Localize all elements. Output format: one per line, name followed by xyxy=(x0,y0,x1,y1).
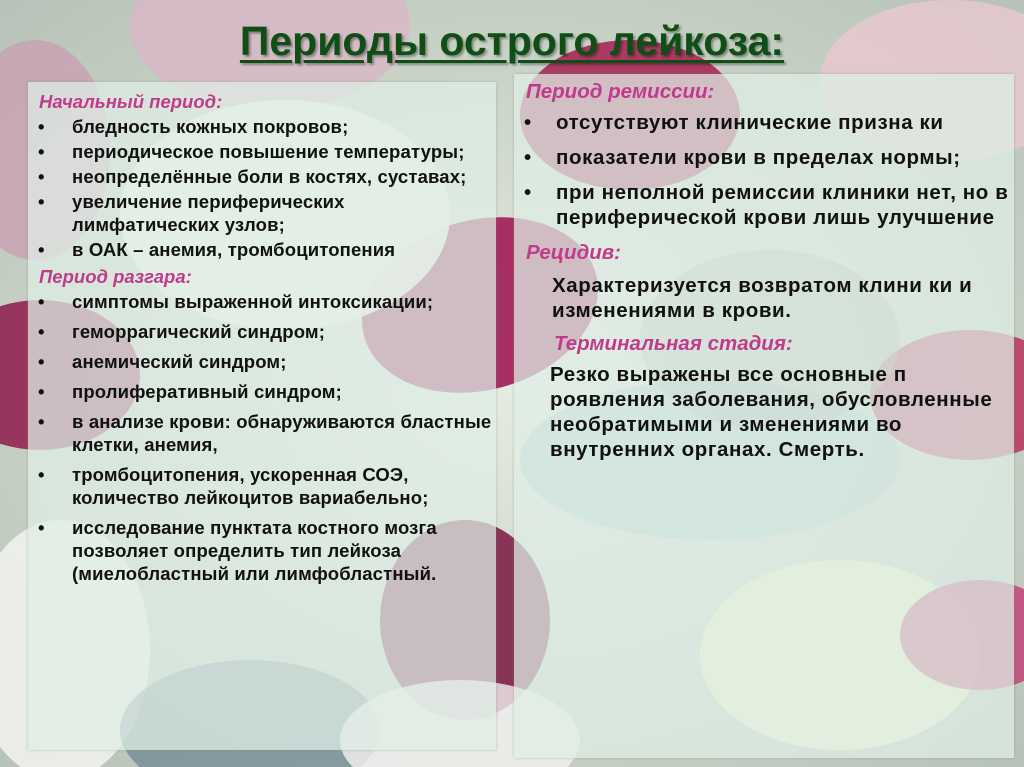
bullet: • xyxy=(524,146,532,169)
initial-period-heading: Начальный период: xyxy=(39,91,223,112)
list-item xyxy=(34,380,492,403)
bullet: • xyxy=(524,181,532,204)
right-column xyxy=(520,79,1014,462)
bullet: • xyxy=(38,381,45,402)
bullet: • xyxy=(38,116,45,137)
list-item-text: пролиферативный синдром; xyxy=(72,381,342,402)
bullet: • xyxy=(38,239,45,260)
remission-heading: Период ремиссии: xyxy=(526,80,715,103)
list-item xyxy=(34,190,492,236)
bullet: • xyxy=(38,517,45,538)
list-item xyxy=(520,180,1014,230)
list-item-text: в ОАК – анемия, тромбоцитопения xyxy=(72,239,396,260)
list-item xyxy=(34,290,492,313)
relapse-heading: Рецидив: xyxy=(526,241,621,264)
list-item-text: анемический синдром; xyxy=(72,351,287,372)
relapse-text: Характеризуется возвратом клини ки и изменениями в крови. xyxy=(552,274,973,322)
list-item xyxy=(34,516,492,585)
slide-title: Периоды острого лейкоза: xyxy=(239,18,785,64)
bullet: • xyxy=(38,351,45,372)
list-item xyxy=(34,320,492,343)
list-item xyxy=(520,145,1014,170)
list-item-text: при неполной ремиссии клиники нет, но в периферической крови лишь улучшение xyxy=(556,181,1009,229)
list-item-text: отсутствуют клинические призна ки xyxy=(556,111,944,134)
list-item-text: неопределённые боли в костях, суставах; xyxy=(72,166,467,187)
list-item xyxy=(34,115,492,138)
bullet: • xyxy=(38,166,45,187)
terminal-stage-text: Резко выражены все основные п роявления заболевания, обусловленные необратимыми и зменениями во внутренних органах. Смерть. xyxy=(550,363,993,461)
bullet: • xyxy=(38,141,45,162)
peak-period-heading: Период разгара: xyxy=(39,266,192,287)
list-item xyxy=(34,238,492,261)
list-item-text: в анализе крови: обнаруживаются бластные клетки, анемия, xyxy=(72,411,492,455)
list-item-text: бледность кожных покровов; xyxy=(72,116,349,137)
list-item xyxy=(34,410,492,456)
left-column xyxy=(34,90,492,585)
list-item-text: периодическое повышение температуры; xyxy=(72,141,465,162)
list-item xyxy=(520,110,1014,135)
bullet: • xyxy=(38,464,45,485)
bullet: • xyxy=(524,111,532,134)
list-item-text: показатели крови в пределах нормы; xyxy=(556,146,961,169)
list-item-text: тромбоцитопения, ускоренная СОЭ, количество лейкоцитов вариабельно; xyxy=(72,464,429,508)
bullet: • xyxy=(38,291,45,312)
list-item-text: исследование пунктата костного мозга позволяет определить тип лейкоза (миелобластный или лимфобластный. xyxy=(72,517,437,584)
terminal-stage-heading: Терминальная стадия: xyxy=(554,332,793,355)
list-item-text: геморрагический синдром; xyxy=(72,321,326,342)
list-item xyxy=(34,350,492,373)
bullet: • xyxy=(38,321,45,342)
list-item xyxy=(34,463,492,509)
list-item xyxy=(34,165,492,188)
list-item-text: симптомы выраженной интоксикации; xyxy=(72,291,434,312)
bullet: • xyxy=(38,191,45,212)
list-item xyxy=(34,140,492,163)
bullet: • xyxy=(38,411,45,432)
list-item-text: увеличение периферических лимфатических узлов; xyxy=(72,191,345,235)
